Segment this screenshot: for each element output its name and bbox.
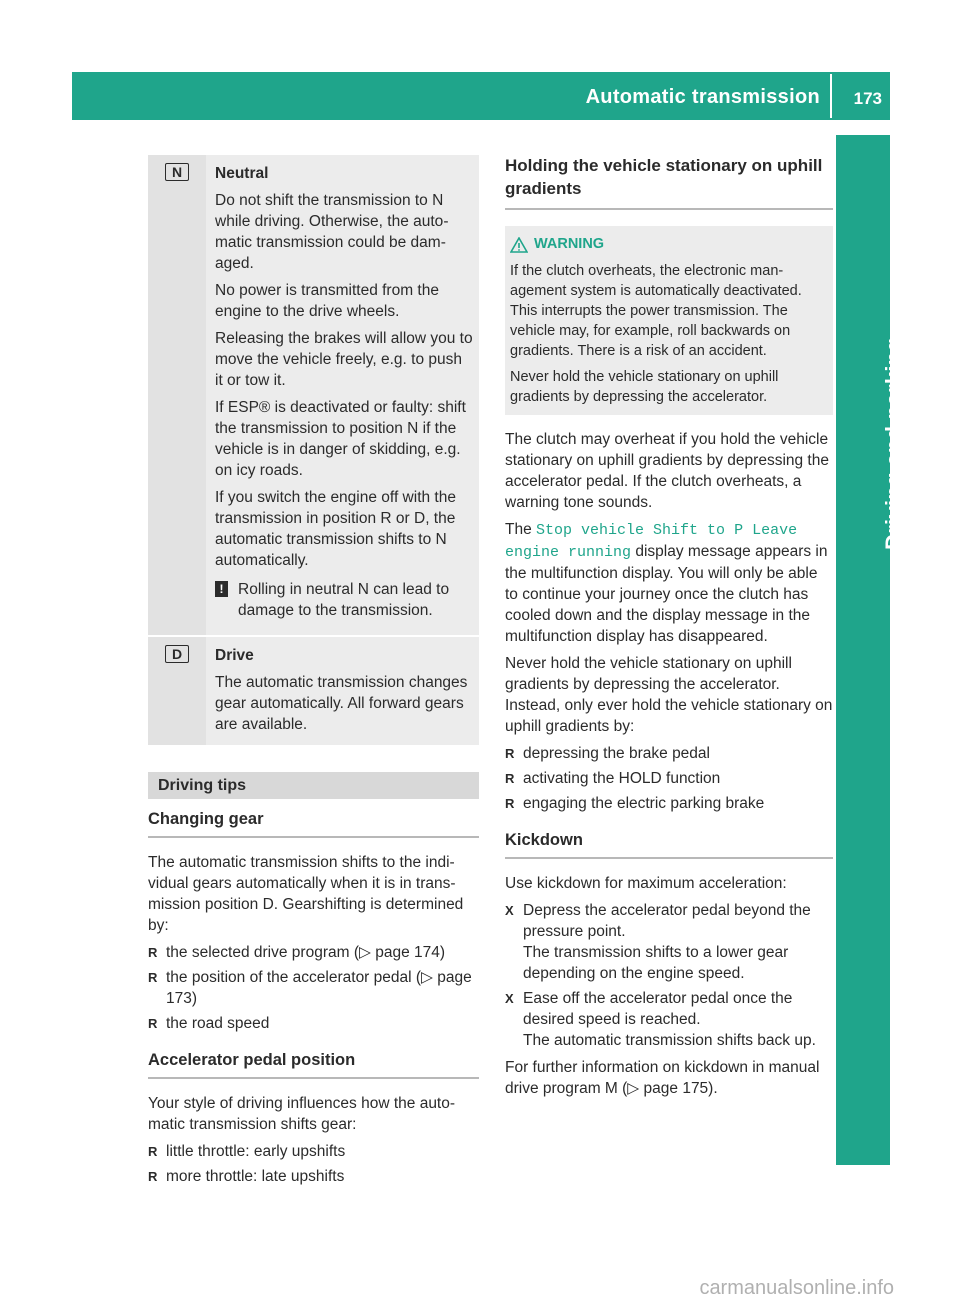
warning-box: [505, 226, 833, 415]
header-divider: [830, 74, 832, 118]
gear-row-neutral: [148, 155, 479, 637]
list-item: R the selected drive program (▷ page 174): [148, 942, 479, 963]
list-item: R the road speed: [148, 1013, 479, 1034]
gear-paragraph: If you switch the engine off with the transmission in position R or D, the automatic transmission shifts to N automatically.: [215, 489, 456, 569]
warning-title: WARNING: [534, 236, 605, 252]
list-item: R depressing the brake pedal: [505, 743, 833, 764]
gear-row-drive: [148, 637, 479, 745]
bullet-list: [148, 942, 479, 1034]
gear-paragraph: No power is transmitted from the engine to the drive wheels.: [215, 282, 439, 320]
side-tab: [836, 135, 906, 1165]
gear-paragraph: The automatic transmission changes gear automatically. All forward gears are available.: [215, 674, 468, 733]
paragraph: The clutch may overheat if you hold the vehicle stationary on uphill gradients by depressing the accelerator pedal. If the clutch overheats, a warning tone sounds.: [505, 431, 829, 511]
gear-paragraph: If ESP® is deactivated or faulty: shift the transmission to position N if the vehicle is in danger of skidding, e.g. on icy roads.: [215, 399, 466, 479]
gear-heading: Drive: [215, 647, 254, 664]
page-number: 173: [853, 89, 882, 108]
paragraph: Use kickdown for maximum acceleration:: [505, 875, 787, 892]
changing-gear-heading: Changing gear: [148, 809, 479, 838]
exclamation-icon: !: [215, 581, 228, 597]
section-banner-label: Driving tips: [158, 777, 247, 794]
accelerator-heading: Accelerator pedal position: [148, 1050, 479, 1079]
gear-heading: Neutral: [215, 165, 269, 182]
list-item: R engaging the electric parking brake: [505, 793, 833, 814]
gear-paragraph: Releasing the brakes will allow you to move the vehicle freely, e.g. to push it or tow it.: [215, 330, 473, 389]
damage-note: [215, 579, 473, 621]
step-list: [505, 900, 833, 1051]
paragraph: The automatic transmission shifts to the individual gears automatically when it is in transmission position D. Gearshifting is determined by:: [148, 854, 464, 934]
paragraph: Never hold the vehicle stationary on uphill gradients by depressing the accelerator. Instead, only ever hold the vehicle stationary on uphill gradients by:: [505, 655, 833, 735]
bullet-list: [148, 1141, 479, 1187]
warning-text: If the clutch overheats, the electronic management system is automatically deactivated. This interrupts the power transmission. The vehicle may, for example, roll backwards on gradients. There is a risk of an accident.: [510, 263, 802, 359]
gear-d-symbol: D: [165, 645, 189, 663]
gear-paragraph: Do not shift the transmission to N while driving. Otherwise, the automatic transmission could be damaged.: [215, 192, 449, 272]
display-message-paragraph: The Stop vehicle Shift to P Leave engine running display message appears in the multifunction display. You will only be able to continue your journey once the clutch has cooled down and the display message in the multifunction display has disappeared.: [505, 521, 828, 645]
section-banner: [148, 772, 479, 799]
gear-position-table: [148, 155, 479, 745]
paragraph: Your style of driving influences how the automatic transmission shifts gear:: [148, 1095, 456, 1133]
note-text: Rolling in neutral N can lead to damage to the transmission.: [238, 581, 450, 619]
watermark: carmanualsonline.info: [699, 1277, 894, 1299]
kickdown-heading: Kickdown: [505, 830, 833, 859]
uphill-heading: Holding the vehicle stationary on uphill gradients: [505, 154, 833, 210]
gear-n-symbol: N: [165, 163, 189, 181]
side-tab-label: Driving and parking: [881, 337, 906, 550]
list-item: R more throttle: late upshifts: [148, 1166, 479, 1187]
list-item: R activating the HOLD function: [505, 768, 833, 789]
step-item: X Depress the accelerator pedal beyond the pressure point. The transmission shifts to a lower gear depending on the engine speed.: [505, 900, 833, 984]
bullet-list: [505, 743, 833, 814]
header-bar: [72, 72, 890, 120]
list-item: R the position of the accelerator pedal (▷ page 173): [148, 967, 479, 1009]
right-column: [505, 154, 833, 1105]
warning-triangle-icon: [510, 237, 528, 253]
step-item: X Ease off the accelerator pedal once the desired speed is reached. The automatic transmission shifts back up.: [505, 988, 833, 1051]
driving-tips-section: [148, 772, 479, 1193]
paragraph: For further information on kickdown in manual drive program M (▷ page 175).: [505, 1059, 820, 1097]
list-item: R little throttle: early upshifts: [148, 1141, 479, 1162]
warning-text: Never hold the vehicle stationary on uphill gradients by depressing the accelerator.: [510, 369, 779, 405]
chapter-title: Automatic transmission: [585, 86, 820, 108]
display-message: Stop vehicle Shift to P Leave engine running: [505, 522, 798, 561]
